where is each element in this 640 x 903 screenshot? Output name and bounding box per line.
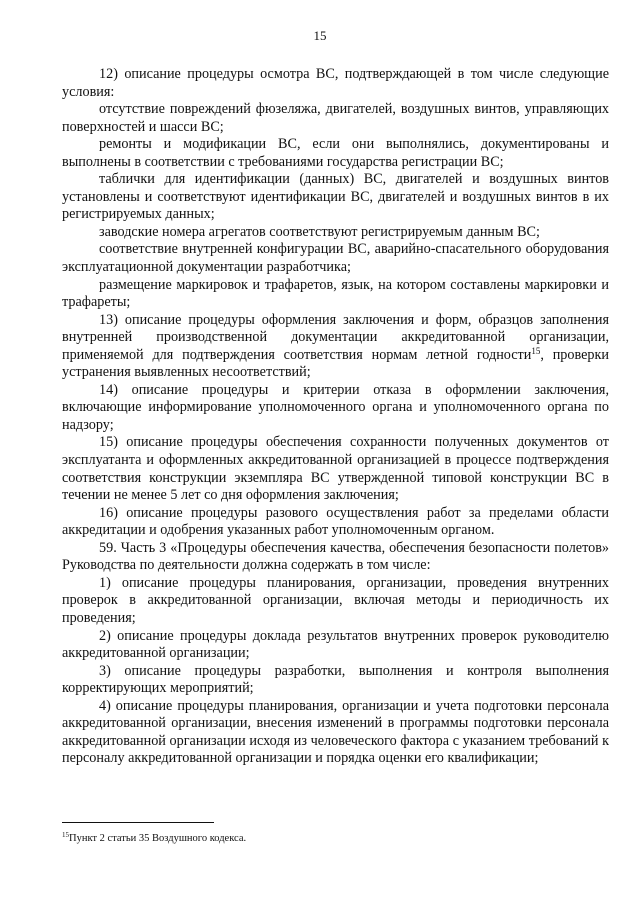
footnote-separator — [62, 822, 214, 823]
paragraph-59-item-4: 4) описание процедуры планирования, организации и учета подготовки персонала аккредитованной организации, внесения изменений в программы подготовки персонала аккредитованной организации исходя из человеческого фактора с указанием требований к персоналу аккредитованной организации и порядка оценки его квалификации; — [62, 697, 609, 767]
paragraph-59-item-2: 2) описание процедуры доклада результатов внутренних проверок руководителю аккредитованной организации; — [62, 627, 609, 662]
document-body — [62, 66, 609, 768]
paragraph-item-14: 14) описание процедуры и критерии отказа в оформлении заключения, включающие информирование уполномоченного органа и уполномоченного органа по надзору; — [62, 381, 609, 433]
paragraph-condition-no-damage: отсутствие повреждений фюзеляжа, двигателей, воздушных винтов, управляющих поверхностей и шасси ВС; — [62, 101, 609, 135]
paragraph-item-15: 15) описание процедуры обеспечения сохранности полученных документов от эксплуатанта и оформленных аккредитованной организацией в процессе подтверждения соответствия конструкции экземпляра ВС утвержденной типовой конструкции ВС в течении не менее 5 лет со дня оформления заключения; — [62, 434, 609, 504]
paragraph-condition-markings: размещение маркировок и трафаретов, язык, на котором составлены маркировки и трафареты; — [62, 276, 609, 311]
footnote — [62, 832, 246, 845]
paragraph-condition-configuration: соответствие внутренней конфигурации ВС, аварийно-спасательного оборудования эксплуатационной документации разработчика; — [62, 241, 609, 276]
paragraph-condition-plates: таблички для идентификации (данных) ВС, двигателей и воздушных винтов установлены и соответствуют идентификации ВС, двигателей и воздушных винтов в их регистрируемых данных; — [62, 171, 609, 223]
footnote-mark: 15 — [62, 831, 69, 839]
paragraph-item-12: 12) описание процедуры осмотра ВС, подтверждающей в том числе следующие условия: — [62, 66, 609, 100]
paragraph-item-13: 13) описание процедуры оформления заключения и форм, образцов заполнения внутренней производственной документации аккредитованной организации, применяемой для подтверждения соответствия нормам летной годности$^{15}$, проверки устранения выявленных несоответствий; — [62, 311, 609, 381]
paragraph-condition-repairs: ремонты и модификации ВС, если они выполнялись, документированы и выполнены в соответствии с требованиями государства регистрации ВС; — [62, 136, 609, 170]
footnote-text: Пункт 2 статьи 35 Воздушного кодекса. — [69, 833, 247, 844]
page-number: 15 — [313, 28, 327, 43]
paragraph-59-item-1: 1) описание процедуры планирования, организации, проведения внутренних проверок в аккредитованной организации, включая методы и периодичность их проведения; — [62, 574, 609, 626]
paragraph-item-16: 16) описание процедуры разового осуществления работ за пределами области аккредитации и одобрения указанных работ уполномоченным органом. — [62, 504, 609, 539]
paragraph-condition-serial-numbers: заводские номера агрегатов соответствуют регистрируемым данным ВС; — [99, 223, 540, 240]
paragraph-section-59: 59. Часть 3 «Процедуры обеспечения качества, обеспечения безопасности полетов» Руководства по деятельности должна содержать в том числе: — [62, 539, 609, 574]
footnote-reference: 15 — [531, 345, 541, 356]
paragraph-59-item-3: 3) описание процедуры разработки, выполнения и контроля выполнения корректирующих мероприятий; — [62, 662, 609, 697]
